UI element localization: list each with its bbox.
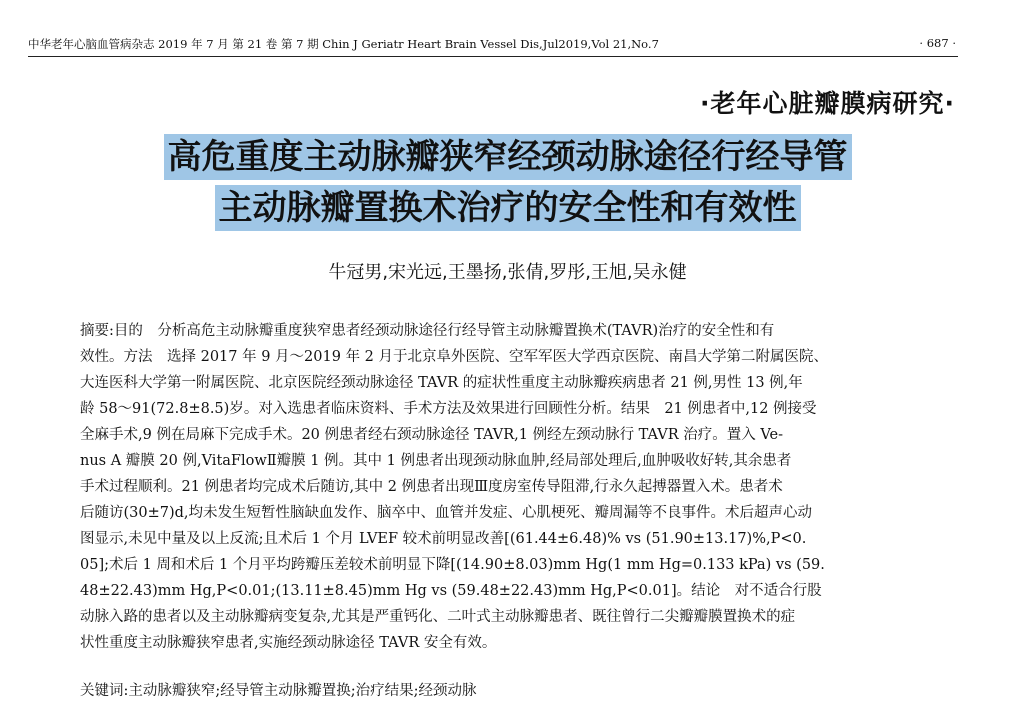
running-header <box>28 32 958 57</box>
keywords: 关键词:主动脉瓣狭窄;经导管主动脉瓣置换;治疗结果;经颈动脉 <box>80 683 477 699</box>
abstract-line: 摘要:目的 分析高危主动脉瓣重度狭窄患者经颈动脉途径行经导管主动脉瓣置换术(TAVR)治疗的安全性和有 <box>80 323 775 339</box>
abstract-line: 状性重度主动脉瓣狭窄患者,实施经颈动脉途径 TAVR 安全有效。 <box>80 635 497 651</box>
section-label: ·老年心脏瓣膜病研究· <box>700 89 955 118</box>
abstract-line: nus A 瓣膜 20 例,VitaFlowⅡ瓣膜 1 例。其中 1 例患者出现颈动脉血肿,经局部处理后,血肿吸收好转,其余患者 <box>80 453 792 469</box>
abstract-line: 后随访(30±7)d,均未发生短暂性脑缺血发作、脑卒中、血管并发症、心肌梗死、瓣周漏等不良事件。术后超声心动 <box>80 505 813 521</box>
page-number: · 687 · <box>919 36 956 50</box>
abstract-line: 龄 58～91(72.8±8.5)岁。对入选患者临床资料、手术方法及效果进行回顾性分析。结果 21 例患者中,12 例接受 <box>80 401 817 417</box>
abstract-line: 动脉入路的患者以及主动脉瓣病变复杂,尤其是严重钙化、二叶式主动脉瓣患者、既往曾行二尖瓣瓣膜置换术的症 <box>80 609 796 625</box>
abstract-line: 48±22.43)mm Hg,P<0.01;(13.11±8.45)mm Hg vs (59.48±22.43)mm Hg,P<0.01]。结论 对不适合行股 <box>80 583 822 599</box>
abstract-line: 全麻手术,9 例在局麻下完成手术。20 例患者经右颈动脉途径 TAVR,1 例经左颈动脉行 TAVR 治疗。置入 Ve- <box>80 427 784 443</box>
abstract-line: 大连医科大学第一附属医院、北京医院经颈动脉途径 TAVR 的症状性重度主动脉瓣疾病患者 21 例,男性 13 例,年 <box>80 375 803 391</box>
abstract-line: 效性。方法 选择 2017 年 9 月～2019 年 2 月于北京阜外医院、空军军医大学西京医院、南昌大学第二附属医院、 <box>80 349 829 365</box>
abstract-line: 05];术后 1 周和术后 1 个月平均跨瓣压差较术前明显下降[(14.90±8.03)mm Hg(1 mm Hg=0.133 kPa) vs (59. <box>80 557 825 573</box>
abstract <box>80 318 925 656</box>
abstract-line: 手术过程顺利。21 例患者均完成术后随访,其中 2 例患者出现Ⅲ度房室传导阻滞,行永久起搏器置入术。患者术 <box>80 479 783 495</box>
abstract-line: 图显示,未见中量及以上反流;且术后 1 个月 LVEF 较术前明显改善[(61.44±6.48)% vs (51.90±13.17)%,P<0. <box>80 531 807 547</box>
author-list: 牛冠男,宋光远,王墨扬,张倩,罗彤,王旭,吴永健 <box>328 262 687 283</box>
title-line-1-text: 高危重度主动脉瓣狭窄经颈动脉途径行经导管 <box>164 134 852 180</box>
journal-citation: 中华老年心脑血管病杂志 2019 年 7 月 第 21 卷 第 7 期 Chin J Geriatr Heart Brain Vessel Dis,Jul2019,Vol 21,No.7 <box>28 37 659 51</box>
title-line-2-text: 主动脉瓣置换术治疗的安全性和有效性 <box>215 185 801 231</box>
title-line-1 <box>0 134 1015 180</box>
title-line-2 <box>0 185 1015 231</box>
